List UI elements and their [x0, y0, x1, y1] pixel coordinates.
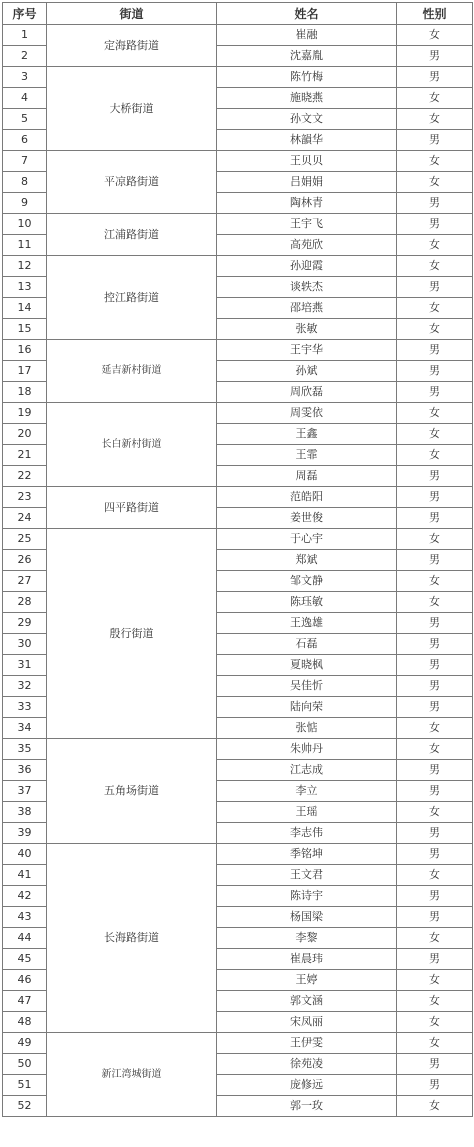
name-cell: 王霏 [217, 445, 397, 466]
name-cell: 范皓阳 [217, 487, 397, 508]
name-cell: 于心宇 [217, 529, 397, 550]
gender-cell: 男 [397, 508, 473, 529]
name-cell: 孙迎霞 [217, 256, 397, 277]
name-cell: 江志成 [217, 760, 397, 781]
gender-cell: 女 [397, 424, 473, 445]
name-cell: 夏晓枫 [217, 655, 397, 676]
name-cell: 李黎 [217, 928, 397, 949]
index-cell: 29 [3, 613, 47, 634]
gender-cell: 女 [397, 865, 473, 886]
name-cell: 崔晨玮 [217, 949, 397, 970]
gender-cell: 男 [397, 760, 473, 781]
gender-cell: 男 [397, 67, 473, 88]
street-cell: 平凉路街道 [47, 151, 217, 214]
index-cell: 36 [3, 760, 47, 781]
street-cell: 长白新村街道 [47, 403, 217, 487]
gender-cell: 女 [397, 571, 473, 592]
gender-cell: 女 [397, 403, 473, 424]
gender-cell: 男 [397, 340, 473, 361]
gender-cell: 男 [397, 550, 473, 571]
name-cell: 陶林青 [217, 193, 397, 214]
table-row [3, 67, 473, 88]
index-cell: 26 [3, 550, 47, 571]
index-cell: 19 [3, 403, 47, 424]
gender-cell: 男 [397, 1054, 473, 1075]
gender-cell: 女 [397, 739, 473, 760]
name-cell: 张敏 [217, 319, 397, 340]
gender-cell: 男 [397, 277, 473, 298]
name-cell: 陈竹梅 [217, 67, 397, 88]
name-cell: 庞修远 [217, 1075, 397, 1096]
index-cell: 17 [3, 361, 47, 382]
name-cell: 孙斌 [217, 361, 397, 382]
gender-cell: 男 [397, 1075, 473, 1096]
gender-cell: 男 [397, 844, 473, 865]
table-row [3, 739, 473, 760]
name-cell: 徐苑凌 [217, 1054, 397, 1075]
index-cell: 38 [3, 802, 47, 823]
index-cell: 14 [3, 298, 47, 319]
index-cell: 23 [3, 487, 47, 508]
name-cell: 孙文文 [217, 109, 397, 130]
name-cell: 石磊 [217, 634, 397, 655]
gender-cell: 男 [397, 655, 473, 676]
gender-cell: 女 [397, 1012, 473, 1033]
header-street: 街道 [47, 3, 217, 25]
index-cell: 8 [3, 172, 47, 193]
name-cell: 郭一玫 [217, 1096, 397, 1117]
gender-cell: 女 [397, 1033, 473, 1054]
index-cell: 3 [3, 67, 47, 88]
index-cell: 9 [3, 193, 47, 214]
street-cell: 延吉新村街道 [47, 340, 217, 403]
name-cell: 李志伟 [217, 823, 397, 844]
gender-cell: 男 [397, 613, 473, 634]
table-row [3, 340, 473, 361]
name-cell: 崔融 [217, 25, 397, 46]
name-cell: 季铭坤 [217, 844, 397, 865]
header-row [3, 3, 473, 25]
index-cell: 2 [3, 46, 47, 67]
name-cell: 陈珏敏 [217, 592, 397, 613]
index-cell: 22 [3, 466, 47, 487]
index-cell: 28 [3, 592, 47, 613]
gender-cell: 女 [397, 445, 473, 466]
gender-cell: 女 [397, 1096, 473, 1117]
gender-cell: 女 [397, 592, 473, 613]
gender-cell: 女 [397, 25, 473, 46]
index-cell: 39 [3, 823, 47, 844]
gender-cell: 女 [397, 172, 473, 193]
table-row [3, 403, 473, 424]
index-cell: 15 [3, 319, 47, 340]
table-row [3, 25, 473, 46]
index-cell: 34 [3, 718, 47, 739]
index-cell: 46 [3, 970, 47, 991]
street-cell: 控江路街道 [47, 256, 217, 340]
gender-cell: 男 [397, 781, 473, 802]
header-gender: 性别 [397, 3, 473, 25]
name-cell: 王宇飞 [217, 214, 397, 235]
name-cell: 郑斌 [217, 550, 397, 571]
index-cell: 16 [3, 340, 47, 361]
index-cell: 37 [3, 781, 47, 802]
table-body [3, 25, 473, 1117]
index-cell: 35 [3, 739, 47, 760]
index-cell: 47 [3, 991, 47, 1012]
name-cell: 吕娟娟 [217, 172, 397, 193]
name-cell: 高苑欣 [217, 235, 397, 256]
gender-cell: 男 [397, 886, 473, 907]
index-cell: 25 [3, 529, 47, 550]
index-cell: 4 [3, 88, 47, 109]
gender-cell: 女 [397, 298, 473, 319]
gender-cell: 男 [397, 949, 473, 970]
gender-cell: 女 [397, 151, 473, 172]
gender-cell: 男 [397, 214, 473, 235]
index-cell: 51 [3, 1075, 47, 1096]
gender-cell: 男 [397, 382, 473, 403]
name-cell: 邹文静 [217, 571, 397, 592]
index-cell: 12 [3, 256, 47, 277]
gender-cell: 女 [397, 256, 473, 277]
index-cell: 43 [3, 907, 47, 928]
gender-cell: 男 [397, 487, 473, 508]
name-cell: 王宇华 [217, 340, 397, 361]
name-cell: 谈轶杰 [217, 277, 397, 298]
index-cell: 5 [3, 109, 47, 130]
name-cell: 陈诗宇 [217, 886, 397, 907]
street-cell: 长海路街道 [47, 844, 217, 1033]
table-row [3, 844, 473, 865]
name-cell: 姜世俊 [217, 508, 397, 529]
name-cell: 郭文涵 [217, 991, 397, 1012]
index-cell: 31 [3, 655, 47, 676]
gender-cell: 男 [397, 46, 473, 67]
gender-cell: 女 [397, 88, 473, 109]
table-row [3, 214, 473, 235]
gender-cell: 男 [397, 466, 473, 487]
street-cell: 定海路街道 [47, 25, 217, 67]
index-cell: 27 [3, 571, 47, 592]
index-cell: 42 [3, 886, 47, 907]
index-cell: 50 [3, 1054, 47, 1075]
name-cell: 王瑶 [217, 802, 397, 823]
index-cell: 48 [3, 1012, 47, 1033]
index-cell: 7 [3, 151, 47, 172]
gender-cell: 女 [397, 928, 473, 949]
name-cell: 朱帅丹 [217, 739, 397, 760]
index-cell: 21 [3, 445, 47, 466]
street-cell: 殷行街道 [47, 529, 217, 739]
name-cell: 邵培燕 [217, 298, 397, 319]
index-cell: 24 [3, 508, 47, 529]
street-cell: 五角场街道 [47, 739, 217, 844]
gender-cell: 男 [397, 676, 473, 697]
name-cell: 周磊 [217, 466, 397, 487]
gender-cell: 男 [397, 130, 473, 151]
gender-cell: 女 [397, 319, 473, 340]
name-cell: 张惦 [217, 718, 397, 739]
street-cell: 新江湾城街道 [47, 1033, 217, 1117]
gender-cell: 男 [397, 907, 473, 928]
name-cell: 王贝贝 [217, 151, 397, 172]
gender-cell: 男 [397, 193, 473, 214]
index-cell: 40 [3, 844, 47, 865]
name-cell: 王文君 [217, 865, 397, 886]
index-cell: 41 [3, 865, 47, 886]
gender-cell: 男 [397, 634, 473, 655]
index-cell: 49 [3, 1033, 47, 1054]
index-cell: 32 [3, 676, 47, 697]
index-cell: 33 [3, 697, 47, 718]
name-cell: 施晓燕 [217, 88, 397, 109]
gender-cell: 男 [397, 361, 473, 382]
name-cell: 周欣磊 [217, 382, 397, 403]
index-cell: 44 [3, 928, 47, 949]
gender-cell: 男 [397, 697, 473, 718]
index-cell: 30 [3, 634, 47, 655]
table-row [3, 151, 473, 172]
header-index: 序号 [3, 3, 47, 25]
street-cell: 大桥街道 [47, 67, 217, 151]
name-cell: 王鑫 [217, 424, 397, 445]
gender-cell: 女 [397, 802, 473, 823]
gender-cell: 女 [397, 991, 473, 1012]
table-row [3, 256, 473, 277]
table-row [3, 487, 473, 508]
name-cell: 沈嘉胤 [217, 46, 397, 67]
name-cell: 周雯依 [217, 403, 397, 424]
table-row [3, 529, 473, 550]
name-cell: 林韻华 [217, 130, 397, 151]
name-cell: 王婷 [217, 970, 397, 991]
index-cell: 11 [3, 235, 47, 256]
index-cell: 45 [3, 949, 47, 970]
index-cell: 1 [3, 25, 47, 46]
index-cell: 13 [3, 277, 47, 298]
gender-cell: 女 [397, 109, 473, 130]
staff-table [2, 2, 473, 1117]
index-cell: 20 [3, 424, 47, 445]
street-cell: 江浦路街道 [47, 214, 217, 256]
name-cell: 杨国梁 [217, 907, 397, 928]
table-row [3, 1033, 473, 1054]
header-name: 姓名 [217, 3, 397, 25]
gender-cell: 女 [397, 235, 473, 256]
gender-cell: 男 [397, 823, 473, 844]
index-cell: 52 [3, 1096, 47, 1117]
index-cell: 6 [3, 130, 47, 151]
name-cell: 王逸雄 [217, 613, 397, 634]
gender-cell: 女 [397, 718, 473, 739]
index-cell: 10 [3, 214, 47, 235]
name-cell: 王伊雯 [217, 1033, 397, 1054]
name-cell: 吴佳忻 [217, 676, 397, 697]
name-cell: 陆向荣 [217, 697, 397, 718]
gender-cell: 女 [397, 529, 473, 550]
index-cell: 18 [3, 382, 47, 403]
name-cell: 李立 [217, 781, 397, 802]
gender-cell: 女 [397, 970, 473, 991]
name-cell: 宋凤丽 [217, 1012, 397, 1033]
street-cell: 四平路街道 [47, 487, 217, 529]
